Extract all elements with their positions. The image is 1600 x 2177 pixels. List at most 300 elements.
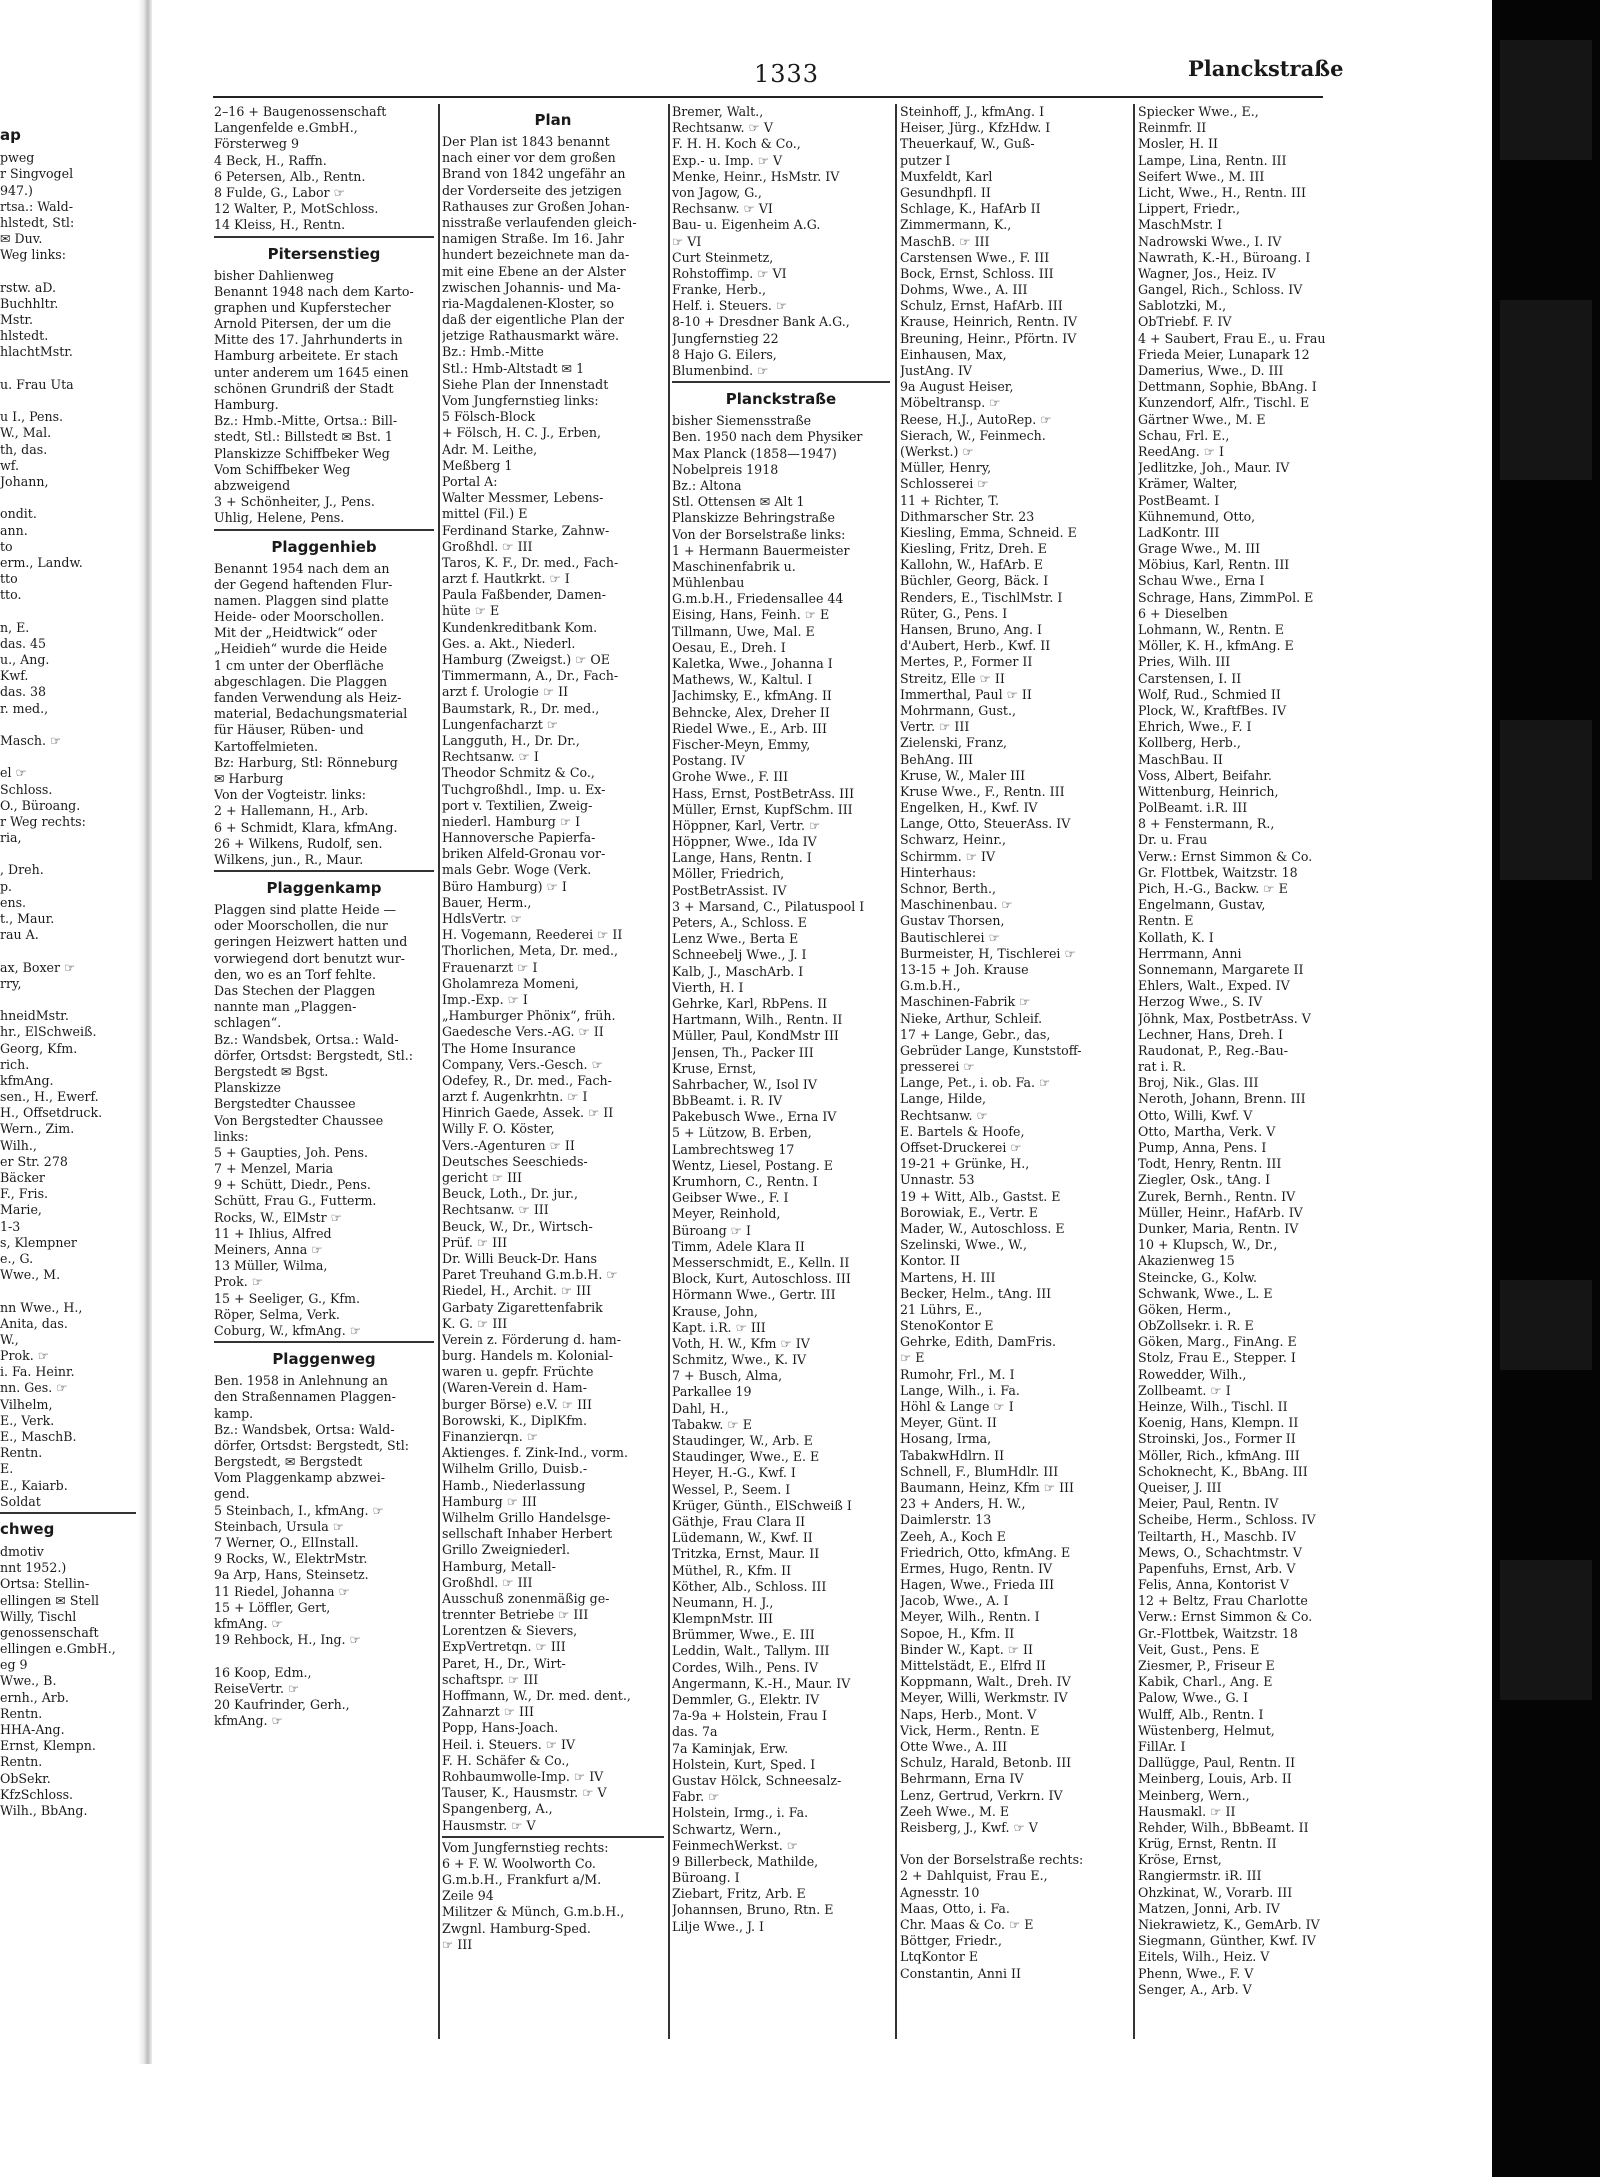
directory-line: Wilh., [0,1137,37,1153]
directory-line: Meyer, Wilh., Rentn. I [900,1609,1040,1625]
directory-line: Bautischlerei ☞ [900,929,1000,945]
directory-line: Dohms, Wwe., A. III [900,282,1028,298]
directory-line: Ortsa: Stellin- [0,1576,90,1592]
directory-line: gericht ☞ III [442,1170,523,1185]
directory-line: Ehlers, Walt., Exped. IV [1138,978,1290,994]
directory-line: Hamburg ☞ III [442,1493,537,1509]
directory-line: Daimlerstr. 13 [900,1512,992,1528]
directory-line: Willy, Tischl [0,1608,77,1624]
directory-line: 10 + Klupsch, W., Dr., [1138,1237,1278,1253]
directory-line [0,1283,136,1299]
directory-line: Ben. 1950 nach dem Physiker [672,429,863,445]
directory-line: Niekrawietz, K., GemArb. IV [1138,1917,1320,1932]
directory-line: bisher Dahlienweg [214,267,334,283]
directory-line: Meinberg, Wern., [1138,1787,1250,1803]
directory-line [0,393,136,409]
directory-line: Georg, Kfm. [0,1040,78,1056]
directory-line: Pich, H.-G., Backw. ☞ E [1138,881,1288,896]
directory-line: + Fölsch, H. C. J., Erben, [442,425,601,441]
directory-line: Müller, Paul, KondMstr III [672,1028,839,1044]
directory-line: schönen Grundriß der Stadt [214,380,394,396]
directory-line: briken Alfeld-Gronau vor- [442,846,606,862]
directory-line: Kiesling, Fritz, Dreh. E [900,541,1047,557]
directory-line: Müller, Heinr., HafArb. IV [1138,1204,1303,1220]
directory-line: Schloss. [0,781,53,797]
column-2 [442,104,664,1953]
directory-line: Helf. i. Steuers. ☞ [672,298,788,314]
directory-line: niederl. Hamburg ☞ I [442,813,581,829]
directory-line: MaschB. ☞ III [900,233,990,249]
directory-line: Adr. M. Leithe, [442,441,538,457]
directory-line: Prüf. ☞ III [442,1234,508,1250]
directory-line: Gholamreza Momeni, [442,975,579,991]
directory-line: Kontor. II [900,1253,960,1269]
directory-line: Matzen, Jonni, Arb. IV [1138,1900,1280,1916]
directory-line: Szelinski, Wwe., W., [900,1237,1027,1253]
directory-line: Göken, Marg., FinAng. E [1138,1334,1297,1350]
directory-line: arzt f. Hautkrkt. ☞ I [442,571,570,587]
directory-line: burg. Handels m. Kolonial- [442,1348,614,1364]
directory-line: Kollberg, Herb., [1138,735,1241,751]
directory-line: ObZollsekr. i. R. E [1138,1318,1254,1334]
section-rule [672,381,890,383]
directory-line: u I., Pens. [0,409,64,425]
directory-line: Zollbeamt. ☞ I [1138,1382,1231,1398]
directory-line: Prok. ☞ [0,1348,50,1364]
directory-line: ens. [0,894,27,910]
directory-line: Hagen, Wwe., Frieda III [900,1577,1055,1593]
directory-line: Höhl & Lange ☞ I [900,1399,1014,1414]
directory-line: Marie, [0,1202,42,1218]
directory-line: Wentz, Liesel, Postang. E [672,1157,833,1173]
directory-line: Ben. 1958 in Anlehnung an [214,1373,388,1389]
directory-line: Portal A: [442,473,498,489]
directory-line: Block, Kurt, Autoschloss. III [672,1271,851,1287]
directory-line: K. G. ☞ III [442,1315,508,1331]
directory-line: Vick, Herm., Rentn. E [900,1722,1040,1738]
directory-line: 4 Beck, H., Raffn. [214,152,327,168]
directory-line: Spangenberg, A., [442,1801,553,1817]
directory-line: p. [0,878,13,894]
directory-line: Pump, Anna, Pens. I [1138,1140,1267,1155]
directory-line: Gustav Hölck, Schneesalz- [672,1772,842,1788]
street-heading: Plaggenweg [272,1350,376,1369]
directory-line: Taros, K. F., Dr. med., Fach- [442,554,619,570]
section-rule [214,529,434,531]
directory-line: Bz.: Wandsbek, Ortsa: Wald- [214,1421,395,1437]
directory-line: 12 Walter, P., MotSchloss. [214,201,379,217]
directory-line: rat i. R. [1138,1059,1187,1075]
directory-line: FillAr. I [1138,1738,1186,1754]
directory-line: Imp.-Exp. ☞ I [442,991,528,1007]
directory-line: Mosler, H. II [1138,136,1219,152]
column-4 [900,104,1120,1982]
directory-line: Büroang. I [672,1870,740,1886]
directory-line: Eitels, Wilh., Heiz. V [1138,1949,1270,1965]
page-number: 1333 [754,60,820,88]
directory-line: 7 + Busch, Alma, [672,1368,783,1384]
directory-line: 21 Lührs, E., [900,1301,983,1317]
directory-line: Rohstoffimp. ☞ VI [672,265,787,281]
directory-line: Ziegler, Osk., tAng. I [1138,1172,1271,1188]
directory-line: Schnor, Berth., [900,881,997,896]
directory-line: Schlage, K., HafArb II [900,201,1041,217]
directory-line: Hosang, Irma, [900,1431,992,1447]
directory-line: 6 + Dieselben [1138,605,1228,621]
directory-line: th, das. [0,441,48,457]
directory-line: Lange, Otto, SteuerAss. IV [900,816,1071,832]
directory-line: 19 + Witt, Alb., Gastst. E [900,1188,1061,1204]
directory-line: Ohzkinat, W., Vorarb. III [1138,1884,1293,1900]
directory-line: Phenn, Wwe., F. V [1138,1965,1254,1981]
directory-line: F. H. Schäfer & Co., [442,1752,570,1768]
directory-line: ObSekr. [0,1770,51,1786]
directory-line: Beuck, Loth., Dr. jur., [442,1186,579,1202]
directory-line: Max Planck (1858—1947) [672,445,837,461]
directory-line: 9 Rocks, W., ElektrMstr. [214,1551,368,1567]
running-head: Planckstraße [1188,56,1344,81]
directory-line: PostBeamt. I [1138,492,1220,508]
directory-line: Pries, Wilh. III [1138,654,1231,670]
directory-line: Burmeister, H, Tischlerei ☞ [900,945,1076,961]
directory-line: Försterweg 9 [214,136,299,152]
directory-line [900,1836,1120,1852]
directory-line: material, Bedachungsmaterial [214,706,408,722]
directory-line: Kunzendorf, Alfr., Tischl. E [1138,395,1310,411]
directory-line: Meßberg 1 [442,457,513,473]
directory-line: eg 9 [0,1657,28,1673]
directory-line: Kabik, Charl., Ang. E [1138,1674,1273,1690]
directory-line: Streitz, Elle ☞ II [900,670,1005,686]
directory-line: Timm, Adele Klara II [672,1238,805,1254]
directory-line: Mohrmann, Gust., [900,702,1016,718]
directory-line: BbBeamt. i. R. IV [672,1093,783,1109]
directory-line: von Jagow, G., [672,184,762,200]
directory-line: Möbeltransp. ☞ [900,395,1001,411]
directory-line: Kruse, W., Maler III [900,767,1026,783]
directory-line: PolBeamt. i.R. III [1138,800,1248,816]
directory-line: den, wo es an Torf fehlte. [214,966,376,982]
directory-line: 17 + Lange, Gebr., das, [900,1026,1051,1042]
directory-line: Jöhnk, Max, PostbetrAss. V [1138,1010,1311,1026]
directory-line: Großhdl. ☞ III [442,1574,533,1590]
directory-line: Kiesling, Emma, Schneid. E [900,524,1077,540]
directory-line: Becker, Helm., tAng. III [900,1285,1052,1301]
directory-line: ernh., Arb. [0,1689,69,1705]
book-gutter [138,0,152,2064]
directory-line: hneidMstr. [0,1008,69,1024]
directory-line: ria, [0,830,22,846]
directory-line: unter anderem um 1645 einen [214,364,409,380]
directory-line: Von der Borselstraße rechts: [900,1852,1084,1868]
directory-line: Bergstedt, ✉ Bergstedt [214,1454,363,1470]
directory-line: Johannsen, Bruno, Rtn. E [672,1902,834,1918]
directory-line: gend. [214,1486,250,1502]
directory-line: 6 Petersen, Alb., Rentn. [214,168,366,184]
directory-line: Stroinski, Jos., Former II [1138,1431,1296,1447]
directory-line: kfmAng. ☞ [214,1713,283,1729]
directory-line: Krause, Heinrich, Rentn. IV [900,314,1078,330]
directory-line: Rechtsanw. ☞ III [442,1202,549,1218]
directory-line: Rohbaumwolle-Imp. ☞ IV [442,1768,604,1784]
directory-line [0,846,136,862]
directory-line: Behncke, Alex, Dreher II [672,704,830,720]
directory-line: Kruse, Ernst, [672,1060,757,1076]
directory-line: 13-15 + Joh. Krause [900,961,1029,977]
directory-line: Friedrich, Otto, kfmAng. E [900,1544,1071,1560]
directory-line: Kallohn, W., HafArb. E [900,557,1044,573]
directory-line: Steinhoff, J., kfmAng. I [900,104,1045,119]
directory-line: Rentn. E [1138,913,1194,929]
directory-line: Büro Hamburg) ☞ I [442,878,567,894]
directory-line: Gebrüder Lange, Kunststoff- [900,1042,1082,1058]
directory-line: graphen und Kupferstecher [214,299,391,315]
directory-line: Popp, Hans-Joach. [442,1720,559,1736]
directory-line: Schirmm. ☞ IV [900,848,996,864]
directory-line: Ernst, Klempn. [0,1738,96,1754]
directory-line: fanden Verwendung als Heiz- [214,690,402,705]
directory-line: Benannt 1954 nach dem an [214,560,390,576]
directory-line: das. 7a [672,1724,718,1740]
directory-line: Vers.-Agenturen ☞ II [442,1137,575,1153]
directory-line: Offset-Druckerei ☞ [900,1140,1022,1155]
directory-line: n, E. [0,619,30,635]
directory-line: Naps, Herb., Mont. V [900,1706,1037,1722]
directory-line: Thorlichen, Meta, Dr. med., [442,943,619,959]
directory-line: Möller, K. H., kfmAng. E [1138,638,1294,654]
directory-line: Hausmstr. ☞ V [442,1817,536,1833]
directory-line: Baumstark, R., Dr. med., [442,700,600,716]
directory-line: Anita, das. [0,1315,68,1331]
street-heading: Pitersenstieg [267,244,381,263]
directory-line: jetzige Rathausmarkt wäre. [442,328,620,344]
directory-line: Sopoe, H., Kfm. II [900,1625,1015,1641]
directory-line: FeinmechWerkst. ☞ [672,1837,799,1853]
directory-line [0,992,136,1008]
directory-line: Krämer, Walter, [1138,476,1238,492]
directory-line: links: [214,1128,249,1144]
directory-line: LtqKontor E [900,1949,979,1965]
directory-line: Paret Treuhand G.m.b.H. ☞ [442,1267,618,1283]
directory-line: Nieke, Arthur, Schleif. [900,1010,1043,1026]
directory-line: G.m.b.H., [900,978,961,994]
directory-line: Wolf, Rud., Schmied II [1138,686,1281,702]
directory-line: Zahnarzt ☞ III [442,1704,534,1720]
directory-line: Großhdl. ☞ III [442,538,533,554]
directory-line: Oesau, E., Dreh. I [672,639,786,655]
directory-line: Sablotzki, M., [1138,298,1227,314]
directory-line: KlempnMstr. III [672,1611,773,1627]
directory-line: Rentn. [0,1705,43,1721]
directory-line: 3 + Schönheiter, J., Pens. [214,494,375,510]
directory-line: stedt, Stl.: Billstedt ✉ Bst. 1 [214,429,393,445]
directory-line: dmotiv [0,1543,44,1559]
directory-line: für Häuser, Rüben- und [214,722,364,738]
directory-line: Planskizze Behringstraße [672,510,835,526]
directory-line [0,361,136,377]
directory-line: Mader, W., Autoschloss. E [900,1220,1065,1236]
directory-line: Lange, Pet., i. ob. Fa. ☞ [900,1075,1051,1091]
column-1 [214,104,434,1729]
directory-line: Wwe., M. [0,1267,61,1283]
directory-line: Kaletka, Wwe., Johanna I [672,656,833,671]
directory-line: Schrage, Hans, ZimmPol. E [1138,589,1314,605]
directory-line: Schlosserei ☞ [900,476,989,492]
directory-line: Ferdinand Starke, Zahnw- [442,522,610,538]
directory-line: E. [0,1461,14,1477]
directory-line: Walter Messmer, Lebens- [442,490,604,506]
directory-line: Engelken, H., Kwf. IV [900,800,1038,816]
directory-line: W., [0,1331,19,1347]
directory-line: ondit. [0,506,37,522]
directory-line: Hamburg (Zweigst.) ☞ OE [442,652,610,667]
directory-line: Höppner, Karl, Vertr. ☞ [672,817,821,833]
directory-line: Lilje Wwe., J. I [672,1918,765,1934]
directory-line: dörfer, Ortsdst: Bergstedt, Stl.: [214,1047,413,1063]
directory-line: Eising, Hans, Feinh. ☞ E [672,607,830,623]
directory-line: Maschinen-Fabrik ☞ [900,994,1031,1010]
directory-line: namigen Straße. Im 16. Jahr [442,231,624,247]
directory-line: Dithmarscher Str. 23 [900,508,1035,524]
directory-line: Möller, Rich., kfmAng. III [1138,1447,1300,1463]
directory-line: Cordes, Wilh., Pens. IV [672,1659,819,1675]
directory-line: Mstr. [0,312,34,328]
scan-dark-margin [1492,0,1600,2177]
directory-line: Zwgnl. Hamburg-Sped. [442,1920,591,1936]
directory-line: Carstensen Wwe., F. III [900,249,1050,265]
directory-line: Mittelstädt, E., Elfrd II [900,1658,1046,1673]
directory-line: Tabakw. ☞ E [672,1416,752,1432]
directory-line: 5 + Gaupties, Joh. Pens. [214,1144,369,1160]
directory-line: Plaggen sind platte Heide — [214,902,397,918]
directory-line [0,717,136,733]
directory-line: Bauer, Herm., [442,894,532,910]
directory-line: 5 Steinbach, I., kfmAng. ☞ [214,1502,384,1518]
directory-line: Blumenbind. ☞ [672,363,769,378]
directory-line: Renders, E., TischlMstr. I [900,589,1063,605]
directory-line: 19 Rehbock, H., Ing. ☞ [214,1632,361,1648]
directory-line: Schnell, F., BlumHdlr. III [900,1463,1059,1479]
directory-line: 7 + Menzel, Maria [214,1161,334,1177]
directory-line: mittel (Fil.) E [442,506,528,522]
directory-line: Demmler, G., Elektr. IV [672,1692,820,1707]
directory-line: 11 + Richter, T. [900,492,999,508]
directory-line: Aktienges. f. Zink-Ind., vorm. [442,1445,628,1461]
directory-line: Jedlitzke, Joh., Maur. IV [1138,460,1290,476]
directory-line: Paula Faßbender, Damen- [442,587,607,603]
directory-line: Curt Steinmetz, [672,249,774,265]
directory-line: Göken, Herm., [1138,1301,1232,1317]
directory-line: el ☞ [0,765,27,781]
directory-line: ☞ VI [672,233,702,249]
directory-line: Buchhltr. [0,295,59,311]
directory-line: Ehrich, Wwe., F. I [1138,719,1252,735]
directory-line: Siehe Plan der Innenstadt [442,376,609,392]
directory-line: O., Büroang. [0,797,81,813]
directory-line: Lungenfacharzt ☞ [442,716,559,732]
directory-line: W., Mal. [0,425,52,441]
directory-line: 8 Hajo G. Eilers, [672,346,777,362]
directory-line: Sierach, W., Feinmech. [900,427,1046,443]
directory-line: Tuchgroßhdl., Imp. u. Ex- [442,781,606,797]
directory-line: Stl.: Hmb-Altstadt ✉ 1 [442,360,585,376]
directory-line: Garbaty Zigarettenfabrik [442,1299,603,1315]
directory-line: 14 Kleiss, H., Rentn. [214,217,346,233]
directory-line: Voss, Albert, Beifahr. [1138,767,1272,783]
directory-line: 1-3 [0,1218,21,1234]
directory-line: Schwartz, Wern., [672,1821,782,1837]
directory-line: Gustav Thorsen, [900,913,1005,929]
directory-line: MaschMstr. I [1138,217,1223,233]
directory-line: rich. [0,1056,30,1072]
directory-line: „Hamburger Phönix“, früh. [442,1008,616,1024]
directory-line: Kröse, Ernst, [1138,1852,1222,1868]
directory-line: BehAng. III [900,751,974,767]
directory-line: Willy F. O. Köster, [442,1121,555,1137]
directory-line: 6 + F. W. Woolworth Co. [442,1855,596,1871]
directory-line: Fabr. ☞ [672,1789,720,1805]
directory-line: Hamburg. [214,397,279,412]
directory-line: Arnold Pitersen, der um die [214,316,392,332]
directory-line: rstw. aD. [0,279,56,295]
directory-line: Damerius, Wwe., D. III [1138,363,1284,378]
directory-line: burger Börse) e.V. ☞ III [442,1396,592,1412]
directory-line: Siegmann, Günther, Kwf. IV [1138,1933,1316,1949]
directory-line: Militzer & Münch, G.m.b.H., [442,1904,625,1920]
directory-line: trennter Betriebe ☞ III [442,1607,589,1623]
directory-line: Nadrowski Wwe., I. IV [1138,233,1282,249]
directory-line: Lambrechtsweg 17 [672,1141,795,1157]
directory-line: 2 + Hallemann, H., Arb. [214,803,369,819]
directory-line: Ziebart, Fritz, Arb. E [672,1886,806,1902]
directory-line: Nawrath, K.-H., Büroang. I [1138,249,1311,265]
directory-line: to [0,538,13,554]
directory-line: Jensen, Th., Packer III [672,1044,814,1060]
directory-line: Dettmann, Sophie, BbAng. I [1138,379,1317,395]
directory-line: Otto, Willi, Kwf. V [1138,1107,1253,1123]
directory-line: 8-10 + Dresdner Bank A.G., [672,314,850,330]
directory-line: Zeile 94 [442,1888,494,1904]
directory-line: oder Moorschollen, die nur [214,918,388,934]
column-3 [672,104,890,1935]
directory-line: Rumohr, Frl., M. I [900,1366,1015,1382]
directory-line: Rentn. [0,1445,43,1461]
directory-line: Krause, John, [672,1303,758,1319]
directory-line: d'Aubert, Herb., Kwf. II [900,638,1051,654]
directory-line: Lüdemann, W., Kwf. II [672,1530,813,1546]
directory-line: Krüger, Günth., ElSchweiß I [672,1497,852,1513]
directory-line: Breuning, Heinr., Pförtn. IV [900,330,1077,346]
directory-line: JustAng. IV [900,363,973,378]
directory-line: Otte Wwe., A. III [900,1738,1008,1754]
directory-line: Leddin, Walt., Tallym. III [672,1643,830,1659]
directory-line: Heiser, Jürg., KfzHdw. I [900,120,1051,136]
directory-line: den Straßennamen Plaggen- [214,1389,396,1405]
directory-line: Heyer, H.-G., Kwf. I [672,1465,796,1481]
directory-line: Riedel Wwe., E., Arb. III [672,720,828,736]
directory-line: abzweigend [214,477,291,493]
directory-line: Meiners, Anna ☞ [214,1242,323,1257]
section-rule [214,870,434,872]
column-divider [668,104,670,2039]
directory-line: Gangel, Rich., Schloss. IV [1138,282,1303,298]
directory-line: 7a-9a + Holstein, Frau I [672,1708,827,1724]
directory-line: Herzog Wwe., S. IV [1138,994,1263,1010]
directory-line: Von der Vogteistr. links: [214,787,366,803]
directory-line: Rechsanw. ☞ VI [672,201,773,217]
directory-line: hüte ☞ E [442,603,500,619]
directory-line: Fischer-Meyn, Emmy, [672,736,811,752]
